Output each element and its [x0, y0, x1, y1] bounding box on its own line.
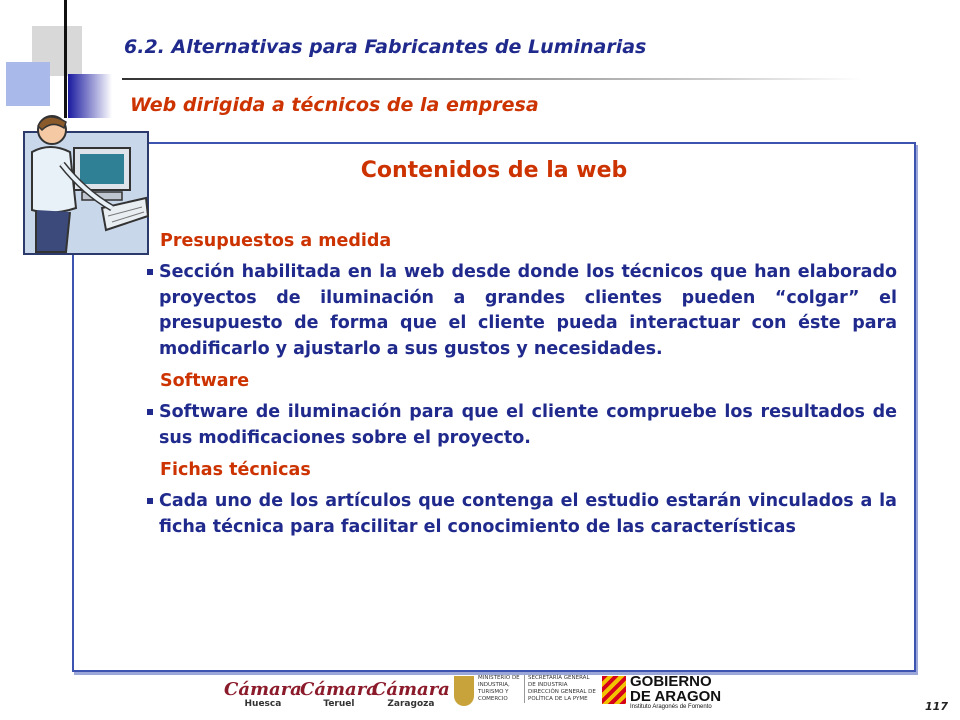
list-item [147, 489, 897, 540]
list-item-text: Sección habilitada en la web desde donde los técnicos que han elaborado proyectos de iluminación a grandes clientes pueden “colgar” el presupuesto de forma que el cliente pueda interactuar con éste para modificarlo y ajustarlo a sus gustos y necesidades. [159, 262, 897, 359]
box-heading: Contenidos de la web [360, 158, 628, 183]
section-heading: Presupuestos a medida [160, 231, 392, 251]
list-item-text: Software de iluminación para que el cliente compruebe los resultados de sus modificaciones sobre el proyecto. [159, 402, 897, 448]
gobierno-line1: GOBIERNO [630, 673, 712, 690]
list-item [147, 400, 897, 451]
section-heading: Software [160, 371, 250, 391]
bullet-square-icon [147, 269, 153, 275]
decor-vertical-line [64, 0, 67, 118]
decor-square-lightblue [6, 62, 50, 106]
logo-city-text: Huesca [244, 699, 282, 709]
ministry-logo [454, 674, 596, 710]
camara-huesca-logo [224, 681, 302, 709]
logo-city-text: Teruel [323, 699, 355, 709]
slide-subtitle: Web dirigida a técnicos de la empresa [130, 94, 539, 116]
logo-camara-text: Cámara [300, 679, 378, 700]
gobierno-line2: DE ARAGON [630, 688, 722, 705]
logo-camara-text: Cámara [224, 679, 302, 700]
logo-city-text: Zaragoza [387, 699, 435, 709]
gobierno-aragon-logo [602, 673, 722, 714]
page-number: 117 [925, 700, 948, 713]
bullet-square-icon [147, 498, 153, 504]
content-list [147, 230, 897, 548]
aragon-flag-icon [602, 676, 626, 704]
ministry-name: MINISTERIO DE INDUSTRIA, TURISMO Y COMERCIO [478, 675, 520, 702]
gobierno-subtext: Instituto Aragonés de Fomento [630, 704, 712, 710]
slide-title: 6.2. Alternativas para Fabricantes de Luminarias [124, 36, 647, 58]
ministry-department: SECRETARÍA GENERAL DE INDUSTRIA DIRECCIÓN GENERAL DE POLÍTICA DE LA PYME [524, 675, 596, 703]
gobierno-text [630, 674, 721, 704]
logo-camara-text: Cámara [372, 679, 450, 700]
bullet-square-icon [147, 409, 153, 415]
camara-teruel-logo [300, 681, 378, 709]
section-heading: Fichas técnicas [160, 460, 311, 480]
list-item-text: Cada uno de los artículos que contenga el estudio estarán vinculados a la ficha técnica para facilitar el conocimiento de las características [159, 491, 897, 537]
title-underline [122, 78, 862, 80]
technician-clipart-icon [22, 112, 150, 258]
camara-zaragoza-logo [372, 681, 450, 709]
coat-of-arms-icon [454, 676, 474, 706]
list-item [147, 260, 897, 362]
